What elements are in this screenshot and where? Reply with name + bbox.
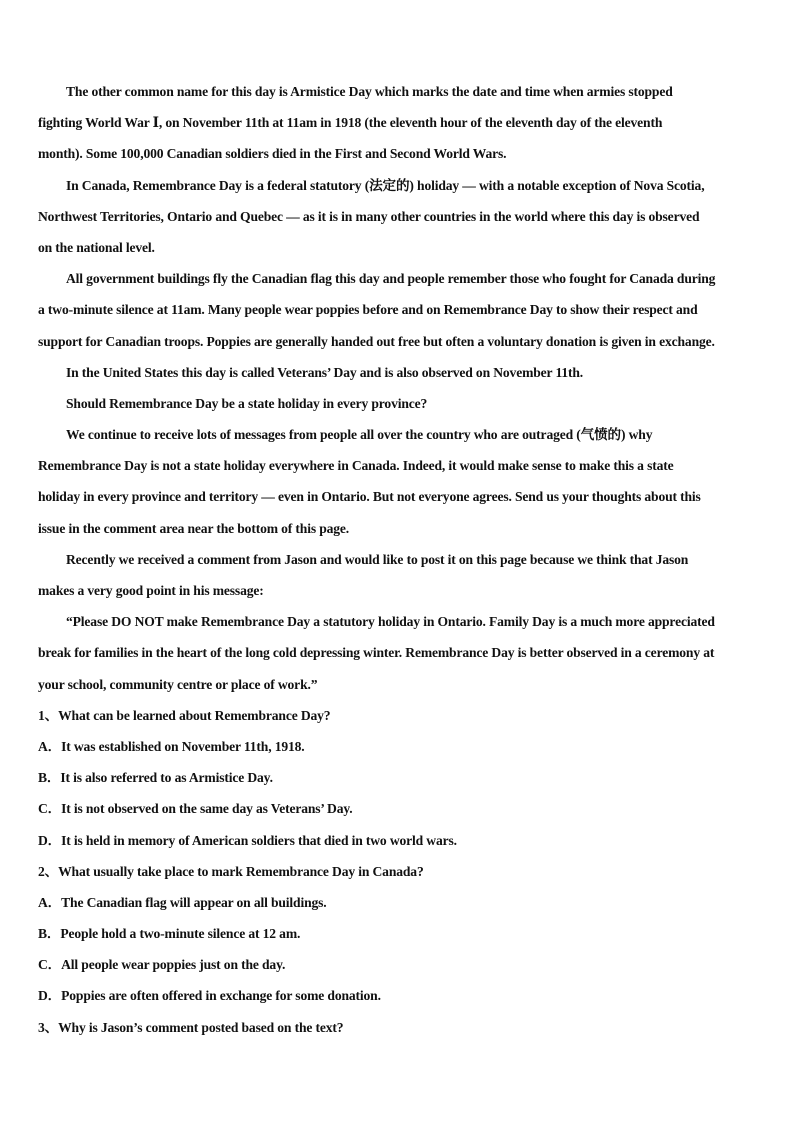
passage-line: We continue to receive lots of messages from people all over the country who are outraged (气愤的) why	[66, 427, 653, 443]
answer-option: B．It is also referred to as Armistice Day.	[38, 770, 273, 786]
passage-line: on the national level.	[38, 239, 155, 255]
passage-line: Recently we received a comment from Jason and would like to post it on this page because we think that Jason	[66, 551, 689, 567]
answer-option: B．People hold a two-minute silence at 12 am.	[38, 926, 301, 942]
passage-line: support for Canadian troops. Poppies are generally handed out free but often a voluntary donation is given in exchange.	[38, 333, 715, 349]
reading-passage	[38, 76, 758, 700]
document-content	[38, 76, 758, 1043]
passage-line: month). Some 100,000 Canadian soldiers died in the First and Second World Wars.	[38, 146, 507, 162]
passage-line: fighting World War Ⅰ, on November 11th at 11am in 1918 (the eleventh hour of the eleventh day of the eleventh	[38, 115, 663, 131]
question-stem: 2、What usually take place to mark Remembrance Day in Canada?	[38, 863, 424, 879]
answer-option: A．The Canadian flag will appear on all buildings.	[38, 894, 327, 910]
passage-line: Remembrance Day is not a state holiday everywhere in Canada. Indeed, it would make sense to make this a state	[38, 458, 674, 474]
answer-option: D．It is held in memory of American soldiers that died in two world wars.	[38, 832, 457, 848]
passage-line: your school, community centre or place of work.”	[38, 676, 318, 692]
answer-option: D．Poppies are often offered in exchange for some donation.	[38, 988, 381, 1004]
answer-option: C．All people wear poppies just on the day.	[38, 957, 286, 973]
question-stem: 1、What can be learned about Remembrance Day?	[38, 707, 331, 723]
passage-line: break for families in the heart of the long cold depressing winter. Remembrance Day is better observed in a ceremony at	[38, 645, 715, 661]
passage-line: Should Remembrance Day be a state holiday in every province?	[66, 395, 428, 411]
passage-line: Northwest Territories, Ontario and Quebec — as it is in many other countries in the world where this day is observed	[38, 208, 700, 224]
question-section	[38, 700, 758, 1043]
passage-line: In the United States this day is called Veterans’ Day and is also observed on November 11th.	[66, 364, 584, 380]
passage-line: holiday in every province and territory — even in Ontario. But not everyone agrees. Send us your thoughts about this	[38, 489, 701, 505]
passage-line: issue in the comment area near the bottom of this page.	[38, 520, 350, 536]
question-stem: 3、Why is Jason’s comment posted based on the text?	[38, 1019, 344, 1035]
passage-line: makes a very good point in his message:	[38, 583, 264, 598]
passage-line: a two-minute silence at 11am. Many people wear poppies before and on Remembrance Day to show their respect and	[38, 302, 698, 318]
question-block	[38, 856, 758, 1012]
answer-option: C．It is not observed on the same day as Veterans’ Day.	[38, 801, 353, 817]
question-block	[38, 700, 758, 856]
passage-line: “Please DO NOT make Remembrance Day a statutory holiday in Ontario. Family Day is a much more appreciated	[66, 614, 715, 630]
passage-line: The other common name for this day is Armistice Day which marks the date and time when armies stopped	[66, 84, 673, 99]
passage-line: In Canada, Remembrance Day is a federal statutory (法定的) holiday — with a notable exception of Nova Scotia,	[66, 177, 705, 193]
answer-option: A．It was established on November 11th, 1918.	[38, 738, 305, 754]
passage-line: All government buildings fly the Canadian flag this day and people remember those who fought for Canada during	[66, 271, 716, 287]
question-block	[38, 1012, 758, 1043]
